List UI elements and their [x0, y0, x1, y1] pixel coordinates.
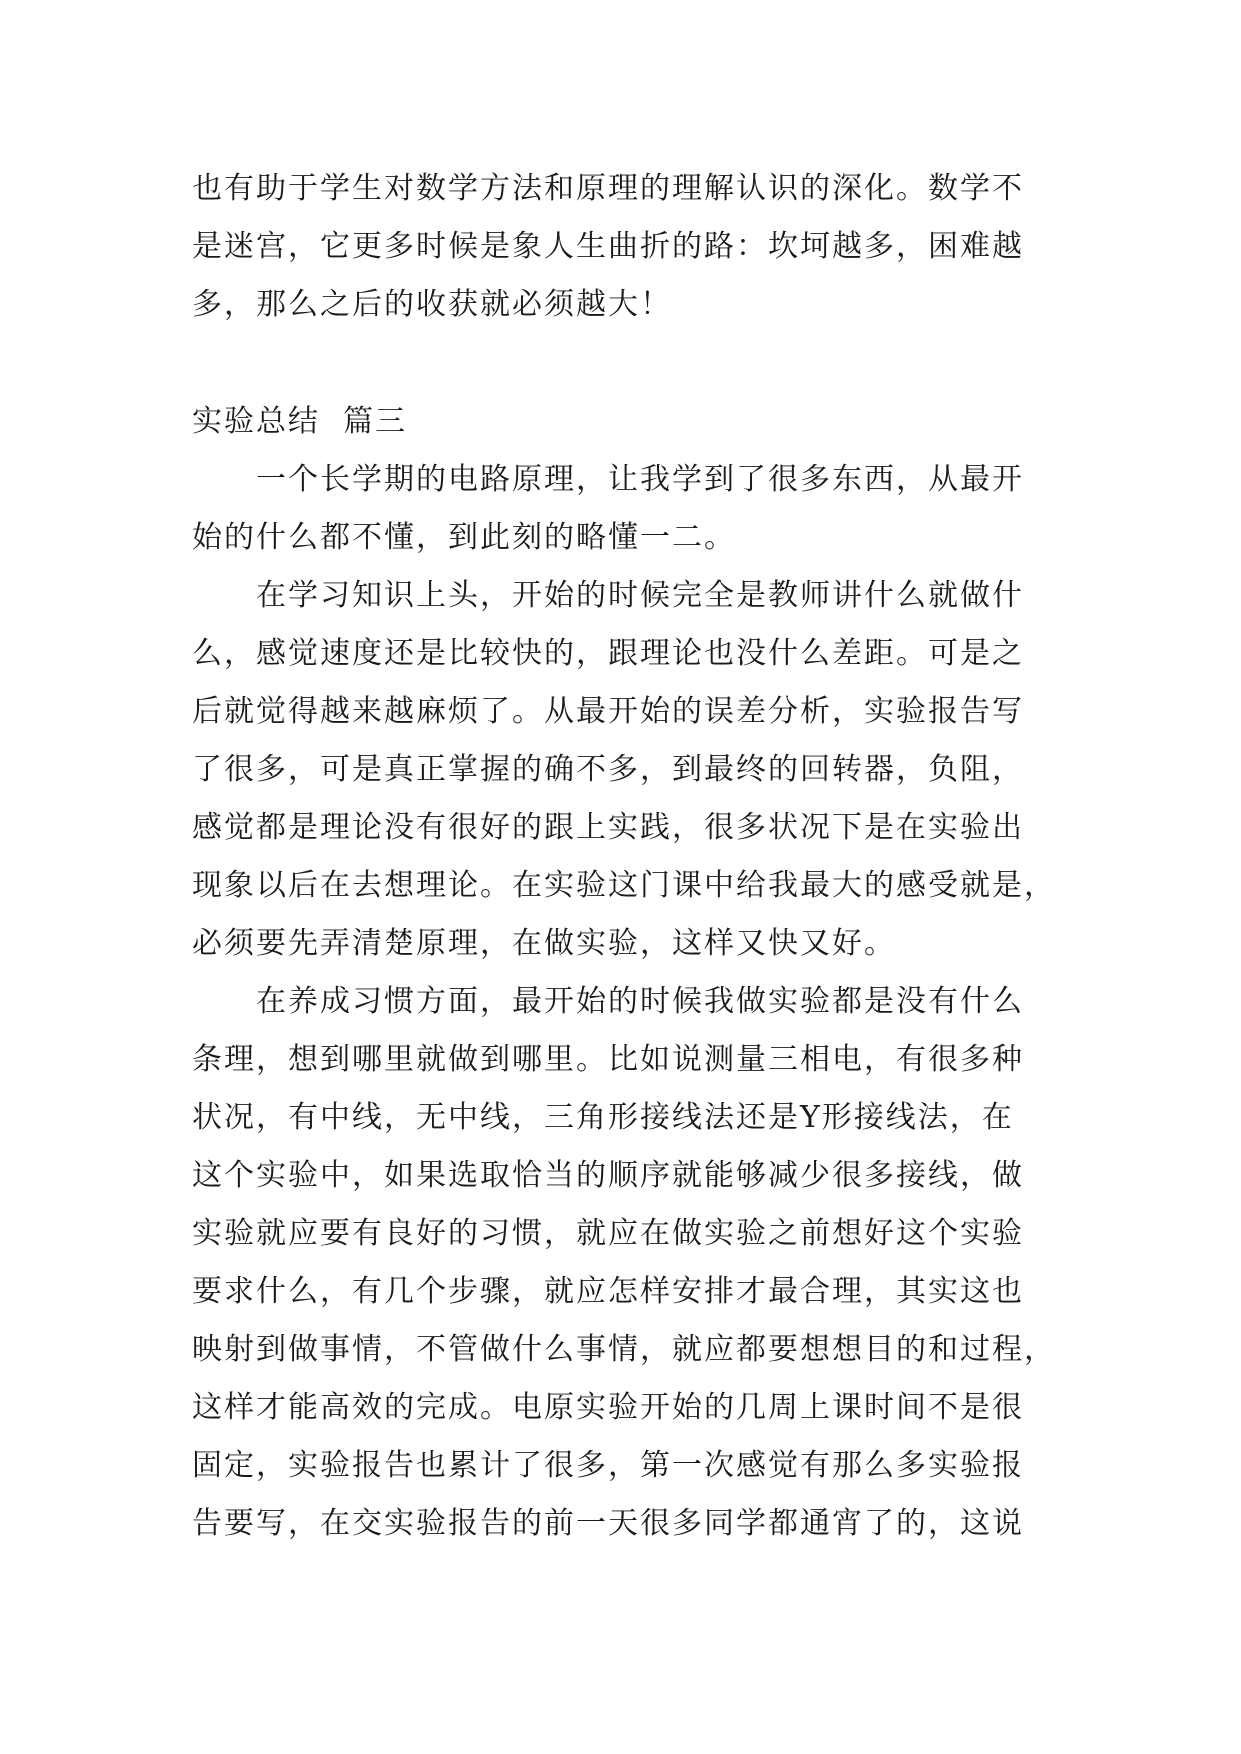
text-line: 固定，实验报告也累计了很多，第一次感觉有那么多实验报 [192, 1448, 1024, 1483]
section-heading: 实验总结 篇三 [192, 404, 408, 439]
text-line: 现象以后在去想理论。在实验这门课中给我最大的感受就是， [192, 868, 1056, 903]
text-line: 多，那么之后的收获就必须越大！ [192, 287, 672, 322]
text-line: 映射到做事情，不管做什么事情，就应都要想想目的和过程， [192, 1332, 1056, 1367]
intro-paragraph [192, 160, 1052, 334]
text-line: 条理，想到哪里就做到哪里。比如说测量三相电，有很多种 [192, 1042, 1024, 1077]
text-line: 后就觉得越来越麻烦了。从最开始的误差分析，实验报告写 [192, 694, 1024, 729]
text-line: 这个实验中，如果选取恰当的顺序就能够减少很多接线，做 [192, 1158, 1024, 1193]
text-line: 了很多，可是真正掌握的确不多，到最终的回转器，负阻， [192, 752, 1024, 787]
text-line: 也有助于学生对数学方法和原理的理解认识的深化。数学不 [192, 171, 1024, 206]
text-line: 实验就应要有良好的习惯，就应在做实验之前想好这个实验 [192, 1216, 1024, 1251]
text-line: 始的什么都不懂，到此刻的略懂一二。 [192, 520, 736, 555]
text-line: 必须要先弄清楚原理，在做实验，这样又快又好。 [192, 926, 896, 961]
body-text [192, 451, 1056, 1553]
text-line: 感觉都是理论没有很好的跟上实践，很多状况下是在实验出 [192, 810, 1024, 845]
text-line: 这样才能高效的完成。电原实验开始的几周上课时间不是很 [192, 1390, 1024, 1425]
text-line: 状况，有中线，无中线，三角形接线法还是Y形接线法，在 [192, 1100, 1014, 1135]
text-line: 要求什么，有几个步骤，就应怎样安排才最合理，其实这也 [192, 1274, 1024, 1309]
text-line: 告要写，在交实验报告的前一天很多同学都通宵了的，这说 [192, 1506, 1024, 1541]
paragraph-first-line: 在养成习惯方面，最开始的时候我做实验都是没有什么 [256, 984, 1024, 1019]
text-line: 是迷宫，它更多时候是象人生曲折的路：坎坷越多，困难越 [192, 229, 1024, 264]
text-line: 么，感觉速度还是比较快的，跟理论也没什么差距。可是之 [192, 636, 1024, 671]
section-heading-block [192, 393, 1052, 451]
paragraph-first-line: 一个长学期的电路原理，让我学到了很多东西，从最开 [256, 462, 1024, 497]
paragraph-first-line: 在学习知识上头，开始的时候完全是教师讲什么就做什 [256, 578, 1024, 613]
